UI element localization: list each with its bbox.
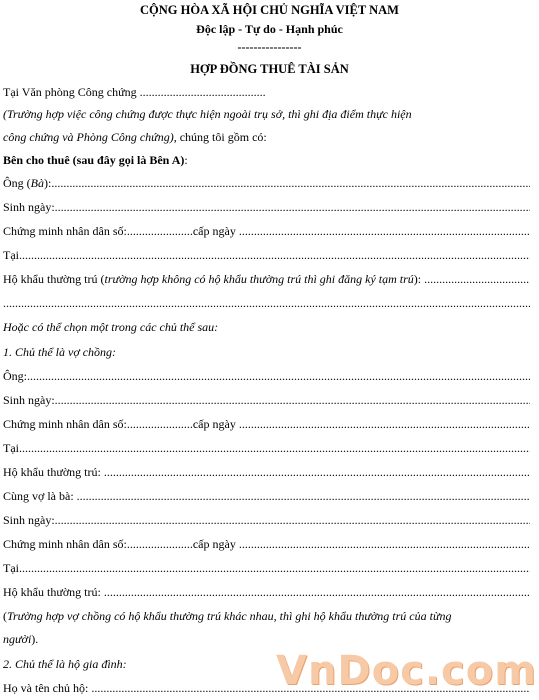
vndoc-watermark-logo: VnDoc.com — [276, 648, 537, 694]
party-a-issued-field[interactable] — [239, 224, 530, 239]
name-label-end: ): — [44, 176, 52, 190]
husband-household-field[interactable] — [104, 465, 530, 480]
wife-field[interactable] — [77, 489, 530, 504]
document-title: HỢP ĐỒNG THUÊ TÀI SẢN — [190, 62, 349, 76]
wife-household-field[interactable] — [104, 585, 530, 600]
party-a-id-field[interactable]: ...................... — [126, 224, 193, 238]
notary-note-line1: (Trường hợp việc công chứng được thực hiện ngoài trụ sở, thì ghi địa điểm thực hiện — [3, 107, 412, 121]
notary-note-italic: công chứng và Phòng Công chứng) — [3, 130, 174, 144]
spouse-note-text1: Trường hợp vợ chồng có hộ khẩu thường trú khác nhau, thì ghi hộ khẩu thường trú của từng — [7, 609, 452, 623]
wife-issued-label: cấp ngày — [192, 537, 236, 551]
husband-place-label: Tại — [3, 441, 19, 455]
party-a-name-field[interactable] — [51, 176, 530, 191]
party-a-household-continuation — [3, 296, 530, 312]
spouse-note-text2: người — [3, 632, 32, 646]
household-head-label: Họ và tên chủ hộ: — [3, 681, 89, 695]
husband-place-field[interactable] — [19, 441, 530, 456]
wife-id-line — [3, 537, 530, 553]
wife-place-field[interactable] — [19, 561, 530, 576]
party-a-household-label — [3, 272, 421, 287]
party-a-heading-colon: : — [184, 153, 188, 167]
husband-id-label: Chứng minh nhân dân số: — [3, 417, 127, 431]
wife-dob-field[interactable] — [55, 513, 530, 528]
header-rule: ---------------- — [237, 40, 302, 54]
party-a-dob-line — [3, 200, 530, 216]
party-a-heading — [3, 153, 188, 168]
husband-label: Ông: — [3, 369, 27, 383]
party-a-name-line — [3, 176, 530, 192]
party-a-household-line — [3, 272, 530, 288]
party-a-issued-label: cấp ngày — [192, 224, 236, 238]
household-label-start: Hộ khẩu thường trú ( — [3, 272, 105, 286]
household-subject-heading: 2. Chủ thể là hộ gia đình: — [3, 657, 127, 671]
husband-id-field[interactable]: ...................... — [126, 417, 193, 431]
husband-dob-label: Sinh ngày: — [3, 393, 55, 407]
husband-dob-field[interactable] — [55, 393, 530, 408]
notary-note-rest: , chúng tôi gồm có: — [173, 130, 267, 144]
spouse-note-line1: (Trường hợp vợ chồng có hộ khẩu thường trú khác nhau, thì ghi hộ khẩu thường trú của từng — [3, 609, 452, 623]
wife-household-label: Hộ khẩu thường trú: — [3, 585, 101, 599]
party-a-dob-label: Sinh ngày: — [3, 200, 55, 214]
wife-issued-field[interactable] — [239, 537, 530, 552]
wife-label: Cùng vợ là bà: — [3, 489, 74, 503]
party-a-name-label — [3, 176, 51, 191]
household-label-end: ): — [413, 272, 422, 286]
wife-place-label: Tại — [3, 561, 19, 575]
notary-note-line2 — [3, 130, 267, 145]
party-a-dob-field[interactable] — [55, 200, 530, 215]
notary-office-line: Tại Văn phòng Công chứng .......................................... — [3, 85, 266, 99]
spouse-note-line2: người). — [3, 632, 39, 646]
party-a-place-label: Tại — [3, 248, 19, 262]
spouses-heading: 1. Chủ thể là vợ chồng: — [3, 345, 117, 359]
wife-line — [3, 489, 530, 505]
motto: Độc lập - Tự do - Hạnh phúc — [196, 22, 343, 36]
wife-dob-line — [3, 513, 530, 529]
husband-issued-label: cấp ngày — [192, 417, 236, 431]
wife-place-line — [3, 561, 530, 577]
party-a-id-line — [3, 224, 530, 240]
husband-field[interactable] — [27, 369, 530, 384]
wife-household-line — [3, 585, 530, 601]
husband-issued-field[interactable] — [239, 417, 530, 432]
husband-dob-line — [3, 393, 530, 409]
wife-id-label: Chứng minh nhân dân số: — [3, 537, 127, 551]
husband-place-line — [3, 441, 530, 457]
party-a-place-line — [3, 248, 530, 264]
wife-dob-label: Sinh ngày: — [3, 513, 55, 527]
husband-household-label: Hộ khẩu thường trú: — [3, 465, 101, 479]
alternatives-intro: Hoặc có thể chọn một trong các chủ thể sau: — [3, 320, 219, 334]
household-note: trường hợp không có hộ khẩu thường trú thì ghi đăng ký tạm trú — [104, 272, 414, 286]
name-label-italic: Bà — [30, 176, 45, 190]
nation-header: CỘNG HÒA XÃ HỘI CHỦ NGHĨA VIỆT NAM — [140, 3, 399, 17]
party-a-household-field-2[interactable] — [3, 296, 530, 311]
party-a-place-field[interactable] — [19, 248, 530, 263]
party-a-id-label: Chứng minh nhân dân số: — [3, 224, 127, 238]
husband-household-line — [3, 465, 530, 481]
party-a-household-field[interactable] — [424, 272, 530, 287]
name-label-start: Ông ( — [3, 176, 31, 190]
husband-line — [3, 369, 530, 385]
husband-id-line — [3, 417, 530, 433]
wife-id-field[interactable]: ...................... — [126, 537, 193, 551]
party-a-heading-text: Bên cho thuê (sau đây gọi là Bên A) — [3, 153, 185, 167]
